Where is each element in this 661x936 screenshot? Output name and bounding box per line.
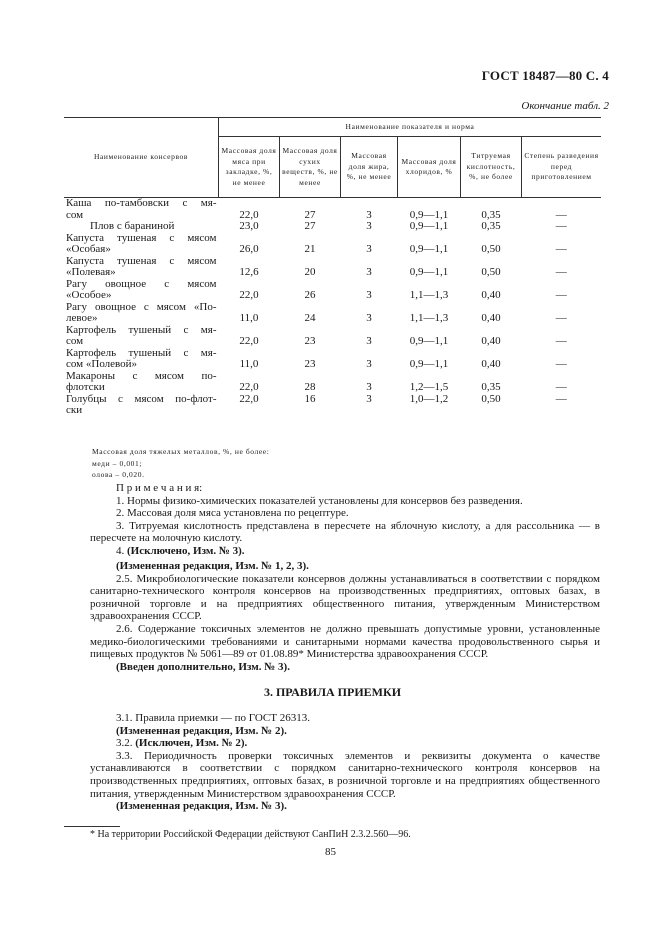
cell-dry: 27 xyxy=(304,208,316,221)
table-row xyxy=(64,302,601,325)
product-name: Каша по-тамбовски с мя- сом xyxy=(66,197,217,221)
paragraph-3-1: 3.1. Правила приемки — по ГОСТ 26313. xyxy=(116,712,310,724)
cell-dilution: — xyxy=(555,243,567,255)
table-row xyxy=(64,371,601,394)
product-name: Плов с бараниной xyxy=(90,220,175,232)
edit-note: (Измененная редакция, Изм. № 2). xyxy=(116,724,287,737)
table-row xyxy=(64,221,601,233)
product-name: Голубцы с мясом по-флот- ски xyxy=(66,392,217,416)
cell-dilution: — xyxy=(555,358,567,370)
note-4: 4. (Исключено, Изм. № 3). xyxy=(116,544,245,557)
cell-chlorides: 0,9—1,1 xyxy=(409,335,449,347)
table-row xyxy=(64,348,601,371)
footnote-divider xyxy=(64,826,120,827)
indicators-table xyxy=(64,117,601,417)
cell-chlorides: 1,0—1,2 xyxy=(409,392,449,405)
cell-fat: 3 xyxy=(366,335,372,347)
cell-dilution: — xyxy=(555,266,567,278)
cell-chlorides: 1,1—1,3 xyxy=(409,312,449,324)
column-header-fat: Массовая доля жира, %, не менее xyxy=(341,137,398,198)
heavy-metals-title: Массовая доля тяжелых металлов, %, не более: xyxy=(92,447,270,456)
column-header-name: Наименование консервов xyxy=(64,118,219,198)
cell-fat: 3 xyxy=(366,312,372,324)
column-group-header: Наименование показателя и норма xyxy=(219,118,602,137)
table-row xyxy=(64,279,601,302)
paragraph-2-5: 2.5. Микробиологические показатели консервов должны устанавливаться в соответствии с порядком санитарно-технического контроля консервов на производственных предприятиях, оптовых базах, в розничной торговле и на предприятиях общественного питания, утвержденным Министерством здравоохранения СССР. xyxy=(90,572,600,623)
cell-fat: 3 xyxy=(366,381,372,393)
table-row xyxy=(64,198,601,222)
cell-dry: 20 xyxy=(304,266,316,278)
cell-dilution: — xyxy=(555,312,567,324)
cell-dry: 16 xyxy=(304,392,316,405)
cell-dilution: — xyxy=(555,392,567,405)
cell-fat: 3 xyxy=(366,392,372,405)
tin-limit: олова – 0,020. xyxy=(92,470,145,479)
cell-fat: 3 xyxy=(366,243,372,255)
cell-fat: 3 xyxy=(366,266,372,278)
cell-meat: 26,0 xyxy=(239,243,259,255)
cell-dilution: — xyxy=(555,335,567,347)
cell-chlorides: 0,9—1,1 xyxy=(409,358,449,370)
cell-fat: 3 xyxy=(366,220,372,232)
cell-acidity: 0,40 xyxy=(481,358,501,370)
cell-chlorides: 0,9—1,1 xyxy=(409,243,449,255)
product-name: Картофель тушеный с мя- сом xyxy=(66,323,217,347)
column-header-chlorides: Массовая доля хлоридов, % xyxy=(398,137,461,198)
edit-note: (Введен дополнительно, Изм. № 3). xyxy=(116,660,290,673)
edit-note: (Измененная редакция, Изм. № 1, 2, 3). xyxy=(116,560,309,572)
cell-dry: 23 xyxy=(304,358,316,370)
cell-dry: 26 xyxy=(304,289,316,301)
column-header-dilution: Степень разведения перед приготовлением xyxy=(522,137,602,198)
cell-meat: 22,0 xyxy=(239,208,259,221)
cell-meat: 22,0 xyxy=(239,392,259,405)
product-name: Рагу овощное с мясом «По- левое» xyxy=(66,300,217,324)
cell-acidity: 0,35 xyxy=(481,208,501,221)
edit-note: (Измененная редакция, Изм. № 3). xyxy=(116,800,287,813)
cell-meat: 11,0 xyxy=(239,312,259,324)
product-name: Картофель тушеный с мя- сом «Полевой» xyxy=(66,346,217,370)
note-3: 3. Титруемая кислотность представлена в пересчете на яблочную кислоту, а для рассольника — в пересчете на молочную кислоту. xyxy=(90,519,600,545)
cell-chlorides: 1,2—1,5 xyxy=(409,381,449,393)
cell-dilution: — xyxy=(555,208,567,221)
cell-fat: 3 xyxy=(366,208,372,221)
heavy-metals-note xyxy=(92,446,269,481)
product-name: Макароны с мясом по- флотски xyxy=(66,369,217,393)
cell-meat: 12,6 xyxy=(239,266,259,278)
paragraph-3-3: 3.3. Периодичность проверки токсичных элементов и реквизиты документа о качестве устанавливаются в соответствии с порядком санитарно-технического контроля консервов на производственных предприятиях, оптовых базах, в розничной торговле и на предприятиях общественного питания, утвержденным Министерством здравоохранения СССР. xyxy=(90,749,600,800)
column-header-meat: Массовая доля мяса при закладке, %, не менее xyxy=(219,137,280,198)
cell-acidity: 0,50 xyxy=(481,392,501,405)
note-1: 1. Нормы физико-химических показателей установлены для консервов без разведения. xyxy=(116,494,523,507)
cell-meat: 22,0 xyxy=(239,381,259,393)
notes-heading: П р и м е ч а н и я: xyxy=(116,482,203,494)
cell-fat: 3 xyxy=(366,289,372,301)
table-row xyxy=(64,233,601,256)
cell-fat: 3 xyxy=(366,358,372,370)
paragraph-3-2: 3.2. (Исключен, Изм. № 2). xyxy=(116,737,248,750)
cell-dilution: — xyxy=(555,220,567,232)
cell-acidity: 0,40 xyxy=(481,289,501,301)
cell-meat: 11,0 xyxy=(239,358,259,370)
product-name: Рагу овощное с мясом «Особое» xyxy=(66,277,217,301)
cell-dry: 23 xyxy=(304,335,316,347)
cell-acidity: 0,50 xyxy=(481,266,501,278)
cell-chlorides: 0,9—1,1 xyxy=(409,208,449,221)
product-name: Капуста тушеная с мясом «Полевая» xyxy=(66,254,217,278)
section-3-title: 3. ПРАВИЛА ПРИЕМКИ xyxy=(263,685,402,699)
cell-meat: 23,0 xyxy=(239,220,259,232)
cell-chlorides: 0,9—1,1 xyxy=(409,266,449,278)
footnote: * На территории Российской Федерации действуют СанПиН 2.3.2.560—96. xyxy=(90,829,411,840)
cell-meat: 22,0 xyxy=(239,335,259,347)
cell-dry: 27 xyxy=(304,220,316,232)
cell-dilution: — xyxy=(555,381,567,393)
cell-acidity: 0,35 xyxy=(481,381,501,393)
cell-acidity: 0,50 xyxy=(481,243,501,255)
cell-dry: 24 xyxy=(304,312,316,324)
column-header-acidity: Титруемая кислотность, %, не более xyxy=(461,137,522,198)
cell-chlorides: 0,9—1,1 xyxy=(409,220,449,232)
cell-chlorides: 1,1—1,3 xyxy=(409,289,449,301)
page-number: 85 xyxy=(325,846,336,858)
column-header-dry: Массовая доля сухих веществ, %, не менее xyxy=(280,137,341,198)
table-row xyxy=(64,325,601,348)
cell-dry: 21 xyxy=(304,243,316,255)
cell-dilution: — xyxy=(555,289,567,301)
cell-acidity: 0,35 xyxy=(481,220,501,232)
table-row xyxy=(64,256,601,279)
table-row xyxy=(64,394,601,417)
cell-dry: 28 xyxy=(304,381,316,393)
paragraph-2-6: 2.6. Содержание токсичных элементов не должно превышать допустимые уровни, установленные медико-биологическими требованиями и санитарными нормами качества продовольственного сырья и пищевых продуктов № 5061—89 от 01.08.89* Министерства здравоохранения СССР. xyxy=(90,622,600,661)
section-2-continuation xyxy=(90,560,600,673)
section-3-body xyxy=(90,712,600,813)
cell-meat: 22,0 xyxy=(239,289,259,301)
product-name: Капуста тушеная с мясом «Особая» xyxy=(66,231,217,255)
notes-block xyxy=(90,482,600,558)
document-header: ГОСТ 18487—80 С. 4 xyxy=(481,68,609,83)
cell-acidity: 0,40 xyxy=(481,312,501,324)
cell-acidity: 0,40 xyxy=(481,335,501,347)
note-2: 2. Массовая доля мяса установлена по рецептуре. xyxy=(116,507,349,520)
copper-limit: меди – 0,001; xyxy=(92,458,143,468)
table-continuation-label: Окончание табл. 2 xyxy=(521,100,609,112)
